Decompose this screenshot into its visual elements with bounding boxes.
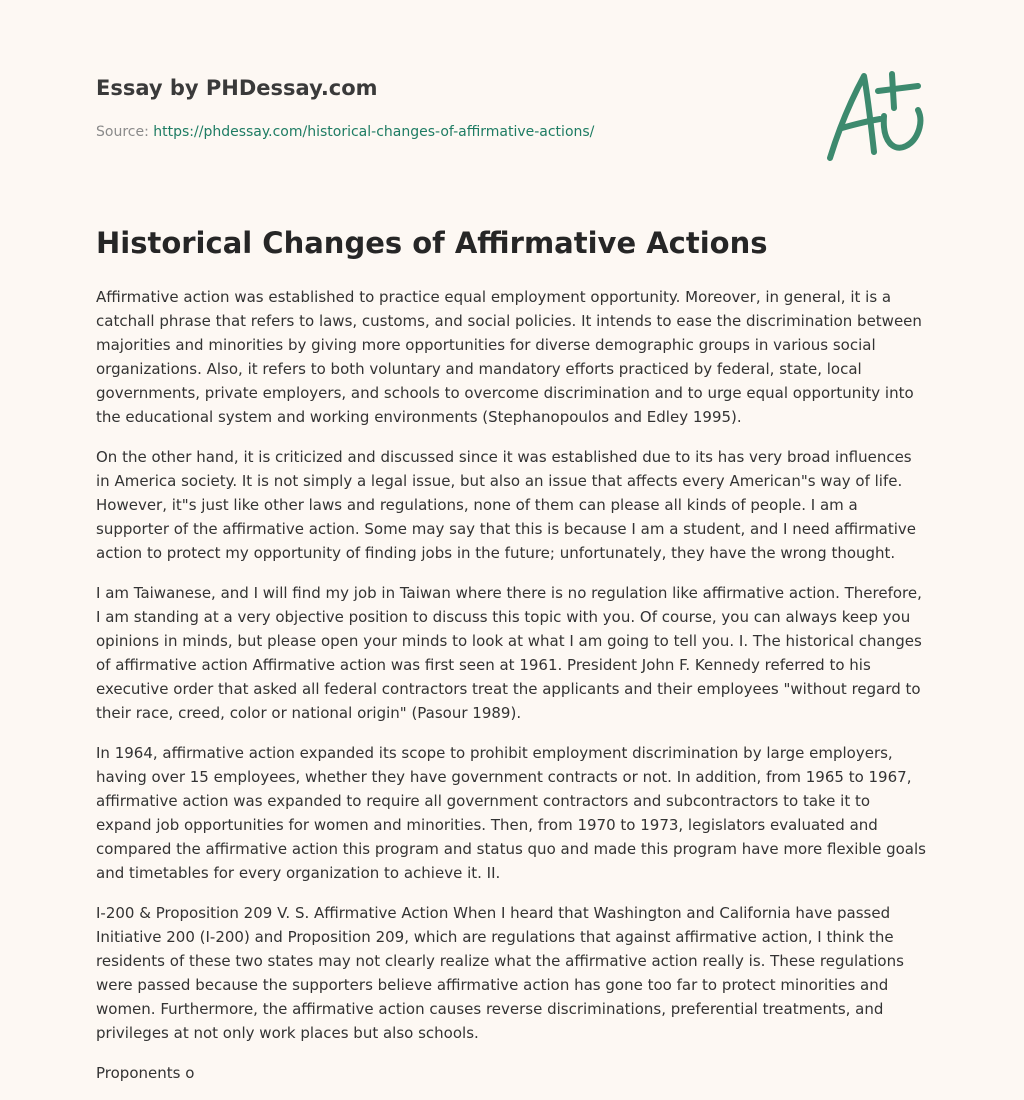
essay-paragraph: I-200 & Proposition 209 V. S. Affirmative Action When I heard that Washington and California have passed Initiative 200 (I-200) and Proposition 209, which are regulations that against affirmative action, I think the residents of these two states may not clearly realize what the affirmative action really is. These regulations were passed because the supporters believe affirmative action has gone too far to protect minorities and women. Furthermore, the affirmative action causes reverse discriminations, preferential treatments, and privileges at not only work places but also schools. [96,904,904,1042]
essay-paragraph: On the other hand, it is criticized and discussed since it was established due to its has very broad influences in America society. It is not simply a legal issue, but also an issue that affects every American"s way of life. However, it"s just like other laws and regulations, none of them can please all kinds of people. I am a supporter of the affirmative action. Some may say that this is because I am a student, and I need affirmative action to protect my opportunity of finding jobs in the future; unfortunately, they have the wrong thought. [96,448,917,562]
logo-plus-horizontal [878,86,918,91]
essay-title: Historical Changes of Affirmative Actions [96,226,768,260]
source-line [96,124,594,140]
essay-paragraph: I am Taiwanese, and I will find my job in Taiwan where there is no regulation like affirmative action. Therefore, I am standing at a very objective position to discuss this topic with you. Of course, you can always keep you opinions in minds, but please open your minds to look at what I am going to tell you. I. The historical changes of affirmative action Affirmative action was first seen at 1961. President John F. Kennedy referred to his executive order that asked all federal contractors treat the applicants and their employees "without regard to their race, creed, color or national origin" (Pasour 1989). [96,584,922,722]
site-brand: Essay by PHDessay.com [96,76,378,100]
essay-body [96,285,928,1100]
a-plus-logo-icon [820,66,930,166]
logo-a-crossbar [842,119,880,128]
source-link[interactable]: https://phdessay.com/historical-changes-of-affirmative-actions/ [153,124,595,140]
essay-paragraph: Affirmative action was established to practice equal employment opportunity. Moreover, in general, it is a catchall phrase that refers to laws, customs, and social policies. It intends to ease the discrimination between majorities and minorities by giving more opportunities for diverse demographic groups in various social organizations. Also, it refers to both voluntary and mandatory efforts practiced by federal, state, local governments, private employers, and schools to overcome discrimination and to urge equal opportunity into the educational system and working environments (Stephanopoulos and Edley 1995). [96,288,922,426]
essay-paragraph-truncated: Proponents o [96,1064,195,1082]
source-label: Source: [96,124,154,140]
essay-paragraph: In 1964, affirmative action expanded its scope to prohibit employment discrimination by large employers, having over 15 employees, whether they have government contracts or not. In addition, from 1965 to 1967, affirmative action was expanded to require all government contractors and subcontractors to take it to expand job opportunities for women and minorities. Then, from 1970 to 1973, legislators evaluated and compared the affirmative action this program and status quo and made this program have more flexible goals and timetables for every organization to achieve it. II. [96,744,926,882]
logo-u-curve [884,110,921,148]
logo-a-left-stroke [830,76,874,158]
